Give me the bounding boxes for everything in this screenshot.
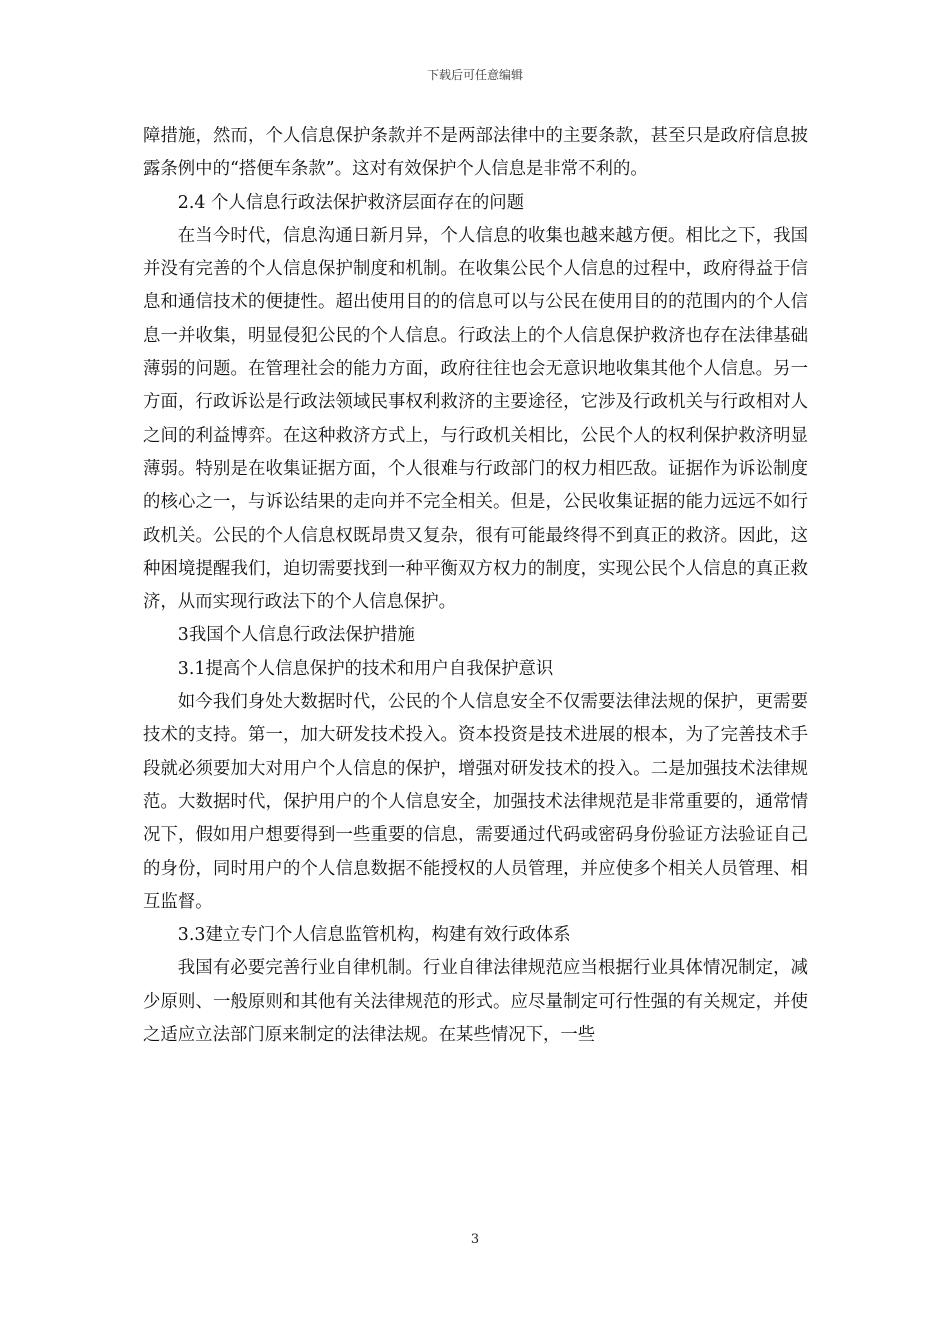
section-heading-2-4: 2.4 个人信息行政法保护救济层面存在的问题 bbox=[177, 192, 525, 213]
document-body bbox=[143, 120, 808, 1052]
page-header: 下载后可任意编辑 bbox=[426, 68, 523, 82]
paragraph-remedy-issues: 在当今时代，信息沟通日新月异，个人信息的收集也越来越方便。相比之下，我国并没有完善的个人信息保护制度和机制。在收集公民个人信息的过程中，政府得益于信息和通信技术的便捷性。超出使用目的的信息可以与公民在使用目的的范围内的个人信息一并收集，明显侵犯公民的个人信息。行政法上的个人信息保护救济也存在法律基础薄弱的问题。在管理社会的能力方面，政府往往也会无意识地收集其他个人信息。另一方面，行政诉讼是行政法领域民事权利救济的主要途径，它涉及行政机关与行政相对人之间的利益博弈。在这种救济方式上，与行政机关相比，公民个人的权利保护救济明显薄弱。特别是在收集证据方面，个人很难与行政部门的权力相匹敌。证据作为诉讼制度的核心之一，与诉讼结果的走向并不完全相关。但是，公民收集证据的能力远远不如行政机关。公民的个人信息权既昂贵又复杂，很有可能最终得不到真正的救济。因此，这种困境提醒我们，迫切需要找到一种平衡双方权力的制度，实现公民个人信息的真正救济，从而实现行政法下的个人信息保护。 bbox=[143, 225, 808, 613]
paragraph-continued: 障措施，然而，个人信息保护条款并不是两部法律中的主要条款，甚至只是政府信息披露条例中的“搭便车条款”。这对有效保护个人信息是非常不利的。 bbox=[143, 126, 808, 180]
page-number: 3 bbox=[470, 1232, 480, 1247]
paragraph-self-regulation: 我国有必要完善行业自律机制。行业自律法律规范应当根据行业具体情况制定，减少原则、一般原则和其他有关法律规范的形式。应尽量制定可行性强的有关规定，并使之适应立法部门原来制定的法律法规。在某些情况下，一些 bbox=[143, 958, 808, 1046]
section-heading-3-3: 3.3建立专门个人信息监管机构，构建有效行政体系 bbox=[177, 925, 571, 946]
section-heading-3: 3我国个人信息行政法保护措施 bbox=[177, 625, 415, 646]
section-heading-3-1: 3.1提高个人信息保护的技术和用户自我保护意识 bbox=[177, 658, 554, 679]
paragraph-technology: 如今我们身处大数据时代，公民的个人信息安全不仅需要法律法规的保护，更需要技术的支持。第一，加大研发技术投入。资本投资是技术进展的根本，为了完善技术手段就必须要加大对用户个人信息的保护，增强对研发技术的投入。二是加强技术法律规范。大数据时代，保护用户的个人信息安全，加强技术法律规范是非常重要的，通常情况下，假如用户想要得到一些重要的信息，需要通过代码或密码身份验证方法验证自己的身份，同时用户的个人信息数据不能授权的人员管理，并应使多个相关人员管理、相互监督。 bbox=[143, 692, 808, 912]
